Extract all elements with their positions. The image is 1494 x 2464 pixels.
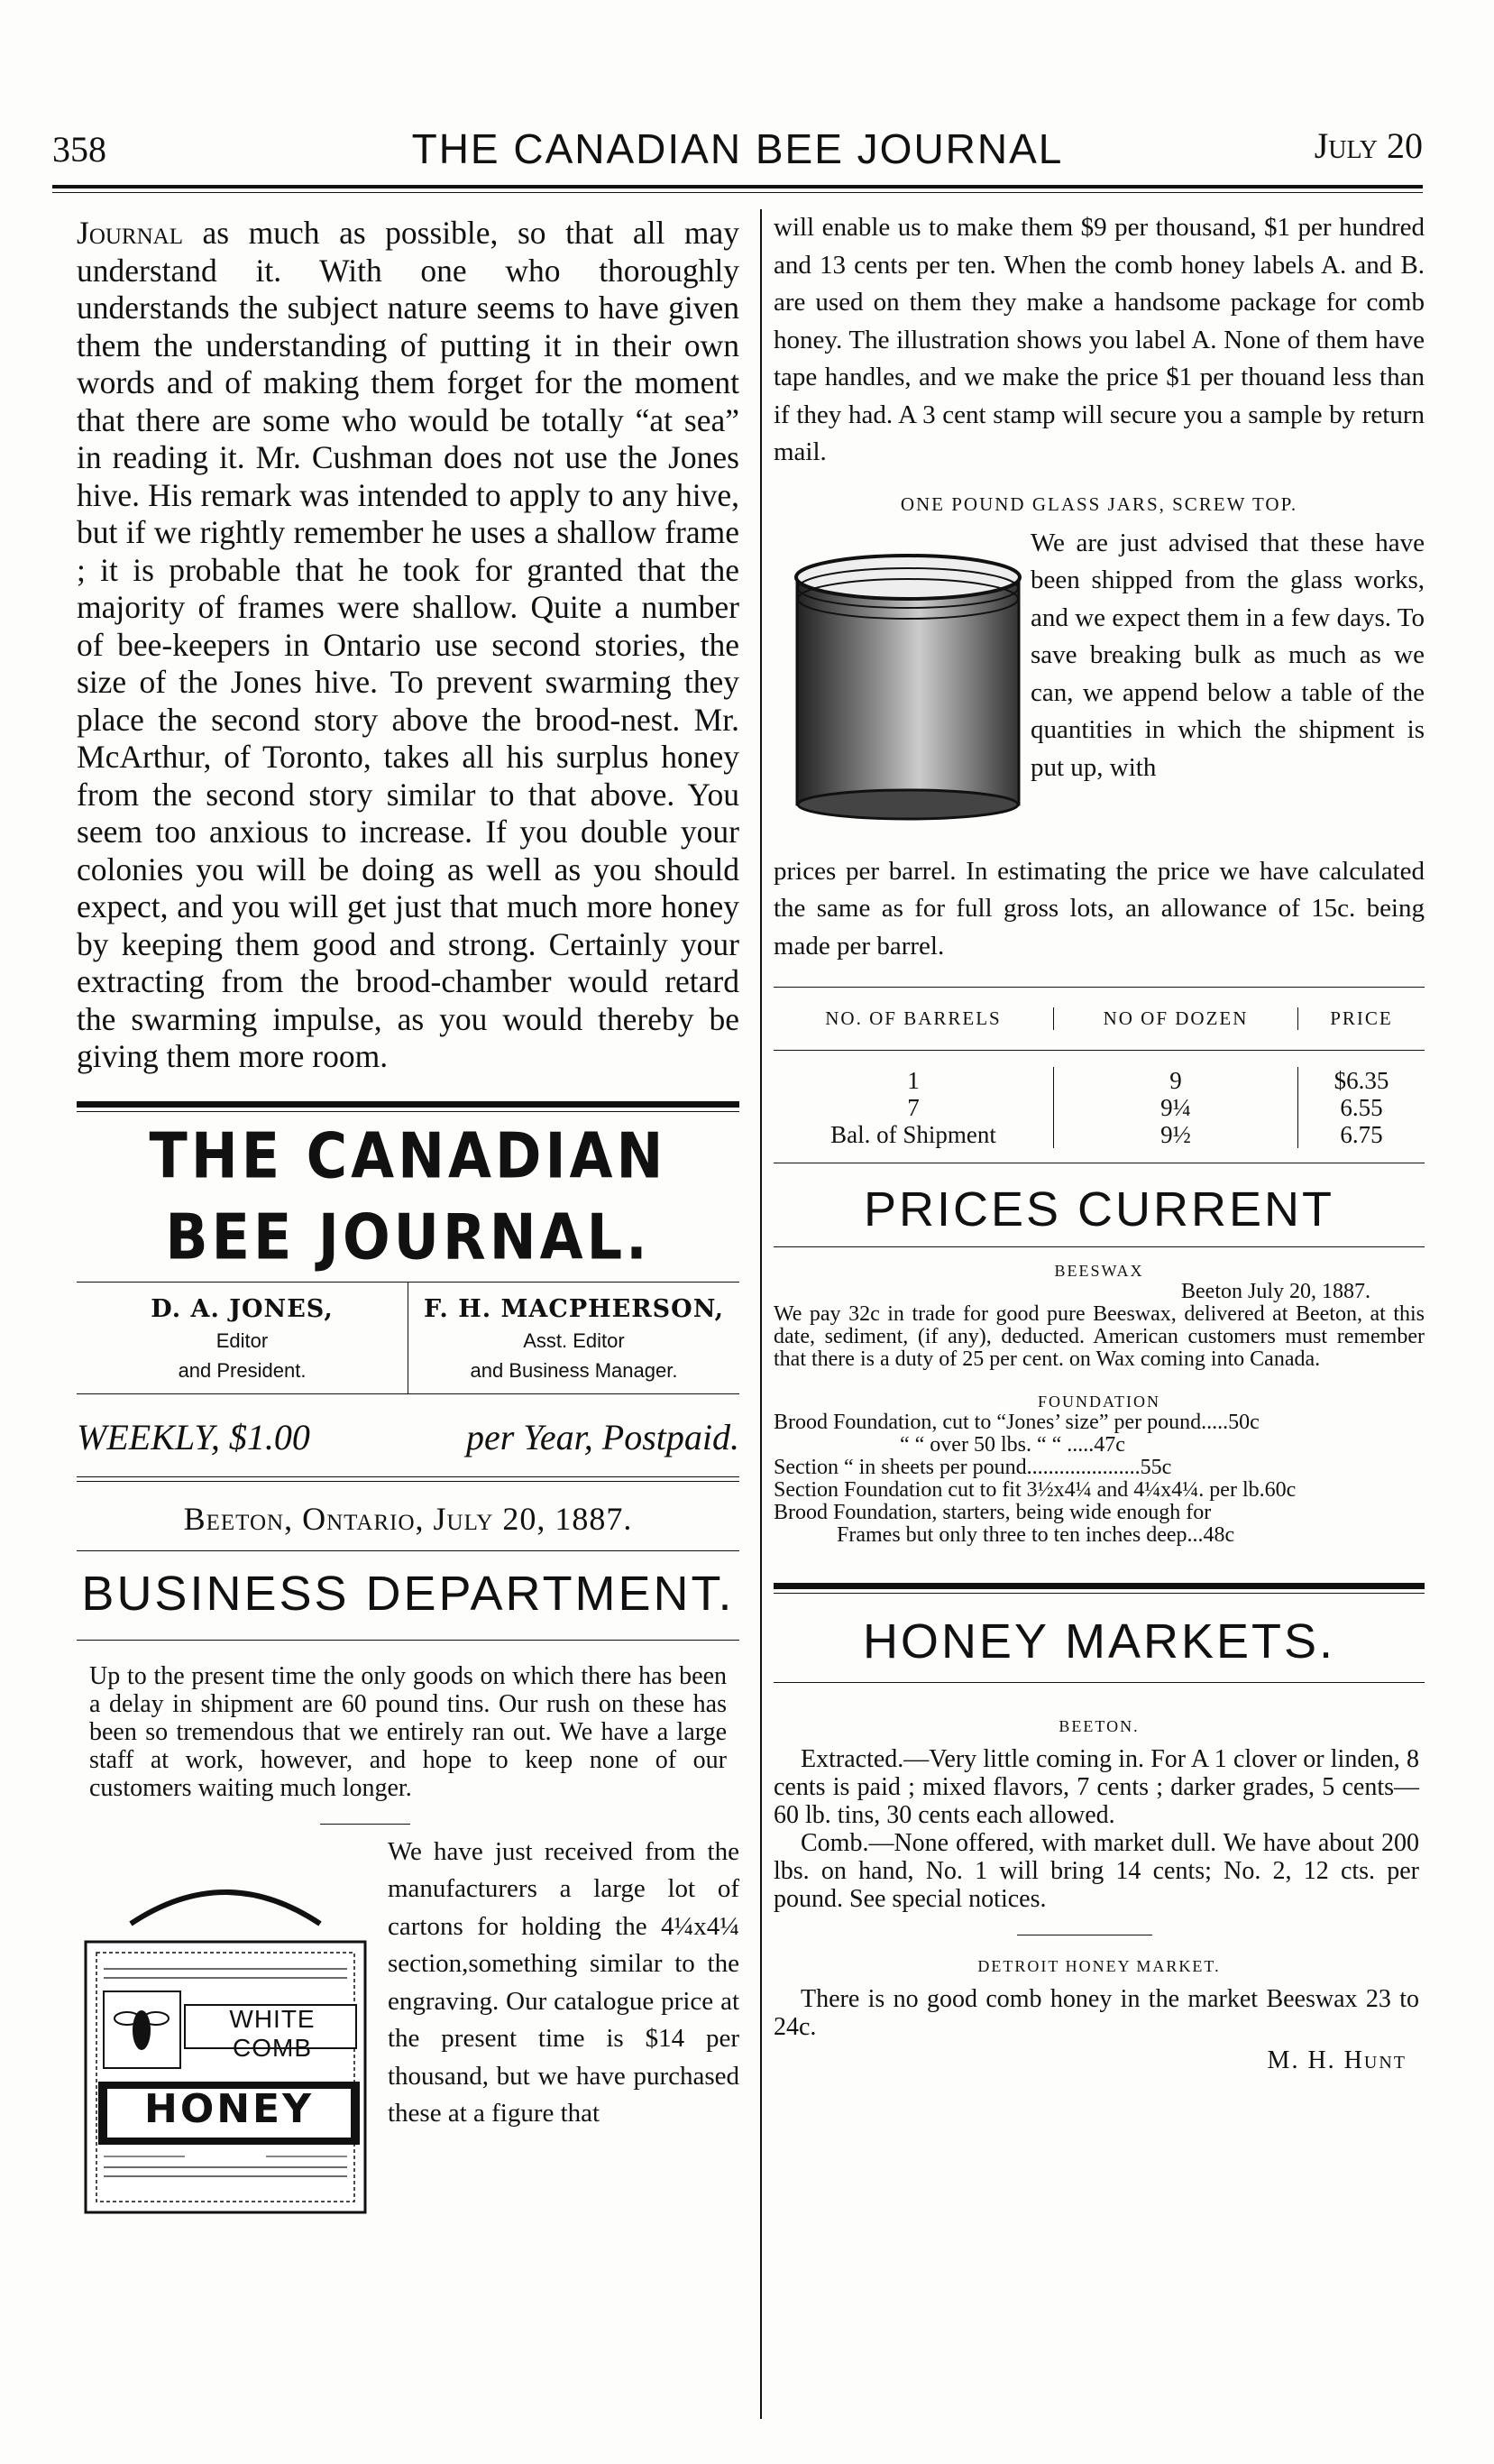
list-item: Frames but only three to ten inches deep...48c <box>837 1523 1235 1547</box>
jars-caption: ONE POUND GLASS JARS, SCREW TOP. <box>900 492 1298 515</box>
list-item: Section Foundation cut to fit 3½x4¼ and 4¼x4¼. per lb.60c <box>774 1478 1297 1502</box>
subscription-line <box>77 1416 739 1458</box>
header-rule <box>52 185 1423 188</box>
article-text: Journal as much as possible, so that all may understand it. With one who thoroughly understands the subject nature seems to have given them the understanding of putting it in their own words and of making them forget for the moment that there are some who would be totally “at sea” in reading it. Mr. Cushman does not use the Jones hive. His remark was intended to apply to any hive, but if we rightly remember he uses a shallow frame ; it is probable that he took for granted that the majority of frames were shallow. Quite a number of bee-keepers in Ontario use second stories, the size of the Jones hive. To prevent swarming they place the second story above the brood-nest. Mr. McArthur, of Toronto, takes all his surplus honey from the second story similar to that above. You seem too anxious to increase. If you double your colonies you will be doing as well as you should expect, and you will get just that much more honey by keeping them good and strong. Certainly your extracting from the brood-chamber would retard the swarming impulse, as you would thereby be giving them more room. <box>77 215 739 1074</box>
list-item: “ “ over 50 lbs. “ “ .....47c <box>900 1433 1125 1457</box>
foundation-list <box>774 1411 1425 1547</box>
running-title: THE CANADIAN BEE JOURNAL <box>411 125 1064 172</box>
glass-jar-illustration <box>792 550 1026 821</box>
business-text: Up to the present time the only goods on which there has been a delay in shipment are 60 pound tins. Our rush on these has been so tremendous that we entirely ran out. We have a large staff at work, however, and hope to keep none of our customers waiting much longer. <box>89 1661 727 1802</box>
table-header-dozen: NO OF DOZEN <box>1053 1007 1297 1030</box>
masthead: THE CANADIAN BEE JOURNAL. <box>149 1118 667 1273</box>
asst-editor-role-2: and Business Manager. <box>470 1358 678 1382</box>
left-column <box>77 215 739 2257</box>
cartons-text: We have just received from the manufacturers a large lot of cartons for holding the 4¼x4¼ section,something similar to the engraving. Our catalogue price at the present time is $14 per thousand, but we have purchased these at a figure that <box>388 1836 739 2128</box>
table-header-price: PRICE <box>1297 1007 1425 1030</box>
jars-text-a: We are just advised that these have been shipped from the glass works, and we expect them in a few days. To save breaking bulk as much as we can, we append below a table of the quantities in which the shipment is put up, with <box>1031 528 1425 782</box>
cartons-continued-text: will enable us to make them $9 per thousand, $1 per hundred and 13 cents per ten. When the comb honey labels A. and B. are used on them they make a handsome package for comb honey. The illustration shows you label A. None of them have tape handles, and we make the price $1 per thouand less than if they had. A 3 cent stamp will secure you a sample by return mail. <box>774 213 1425 466</box>
honey-markets-rule <box>774 1583 1425 1589</box>
dateline: Beeton, Ontario, July 20, 1887. <box>183 1500 633 1537</box>
page-header <box>52 119 1423 182</box>
prices-current-title: PRICES CURRENT <box>863 1182 1335 1237</box>
carton-label-white-comb: WHITE COMB <box>229 2004 316 2062</box>
asst-editor-cell <box>408 1283 739 1393</box>
staff-box <box>77 1282 739 1394</box>
beeton-caption: BEETON. <box>1059 1717 1140 1735</box>
beeswax-text: We pay 32c in trade for good pure Beeswax, delivered at Beeton, at this date, sediment, (if any), deducted. American customers must remember that there is a duty of 25 per cent. on Wax coming into Canada. <box>774 1302 1425 1371</box>
signature: M. H. Hunt <box>1267 2046 1407 2074</box>
honey-markets-title: HONEY MARKETS. <box>862 1614 1336 1669</box>
detroit-caption: DETROIT HONEY MARKET. <box>977 1957 1221 1975</box>
editor-role: Editor <box>215 1329 269 1352</box>
foundation-caption: FOUNDATION <box>1038 1393 1160 1411</box>
asst-editor-name: F. H. MACPHERSON, <box>423 1294 725 1323</box>
masthead-rule <box>77 1101 739 1108</box>
header-rule-thin <box>52 192 1423 193</box>
editor-name: D. A. JONES, <box>151 1294 334 1323</box>
table-header-barrels: NO. OF BARRELS <box>825 1007 1002 1029</box>
list-item: Section “ in sheets per pound.....................55c <box>774 1456 1172 1479</box>
jars-price-table <box>774 987 1425 1163</box>
editor-role-2: and President. <box>178 1358 307 1382</box>
beeswax-caption: BEESWAX <box>1054 1262 1144 1280</box>
right-column <box>774 209 1425 2075</box>
page-number: 358 <box>52 129 106 170</box>
jars-block <box>774 525 1425 859</box>
table-row: 1 9 $6.35 <box>774 1051 1425 1094</box>
table-row: Bal. of Shipment 9½ 6.75 <box>774 1121 1425 1163</box>
weekly-price: WEEKLY, $1.00 <box>77 1416 310 1457</box>
jars-text-b: prices per barrel. In estimating the price we have calculated the same as for full gross lots, an allowance of 15c. being made per barrel. <box>774 856 1425 961</box>
table-row: 7 9¼ 6.55 <box>774 1094 1425 1121</box>
comb-text: Comb.—None offered, with market dull. We have about 200 lbs. on hand, No. 1 will bring 14 cents; No. 2, 12 cts. per pound. See special notices. <box>774 1829 1419 1913</box>
asst-editor-role: Asst. Editor <box>523 1329 625 1352</box>
extracted-text: Extracted.—Very little coming in. For A 1 clover or linden, 8 cents is paid ; mixed flavors, 7 cents ; darker grades, 5 cents—60 lb. tins, 30 cents each allowed. <box>774 1745 1419 1829</box>
editor-cell <box>77 1283 408 1393</box>
list-item: Brood Foundation, cut to “Jones’ size” per pound.....50c <box>774 1411 1260 1434</box>
beeswax-date: Beeton July 20, 1887. <box>1181 1280 1370 1303</box>
list-item: Brood Foundation, starters, being wide enough for <box>774 1501 1212 1524</box>
carton-label-honey: HONEY <box>144 2085 314 2132</box>
article-lead: Journal <box>77 215 183 251</box>
header-date: July 20 <box>1314 125 1423 166</box>
cartons-block <box>77 1834 739 2257</box>
detroit-text: There is no good comb honey in the market Beeswax 23 to 24c. <box>774 1985 1419 2041</box>
column-divider <box>760 209 762 2419</box>
business-department-title: BUSINESS DEPARTMENT. <box>81 1566 735 1621</box>
table-header-row <box>774 988 1425 1050</box>
weekly-terms: per Year, Postpaid. <box>465 1416 739 1457</box>
